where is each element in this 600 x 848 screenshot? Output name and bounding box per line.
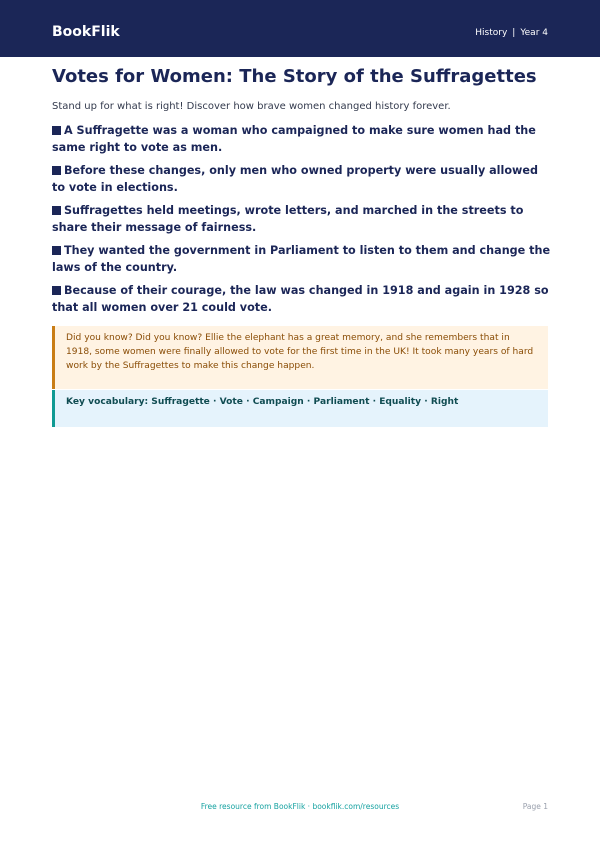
footer-link[interactable]: Free resource from BookFlik · bookflik.com/resources bbox=[200, 802, 400, 811]
page-title: Votes for Women: The Story of the Suffragettes bbox=[52, 66, 537, 87]
square-bullet-icon bbox=[52, 166, 61, 175]
brand-logo[interactable]: BookFlik bbox=[52, 24, 120, 40]
did-you-know-text: Did you know? Did you know? Ellie the elephant has a great memory, and she remembers that in 1918, some women were finally allowed to vote for the first time in the UK! It took many years of hard work by the Suffragettes to make this change happen. bbox=[66, 333, 534, 371]
intro-text: Stand up for what is right! Discover how brave women changed history forever. bbox=[52, 101, 451, 112]
breadcrumb-year[interactable]: Year 4 bbox=[520, 28, 548, 38]
fact-text: Suffragettes held meetings, wrote letters, and marched in the streets to share their message of fairness. bbox=[52, 204, 524, 234]
vocabulary-text: Key vocabulary: Suffragette · Vote · Campaign · Parliament · Equality · Right bbox=[66, 397, 459, 407]
fact-text: Because of their courage, the law was changed in 1918 and again in 1928 so that all women over 21 could vote. bbox=[52, 284, 549, 314]
fact-item bbox=[52, 202, 552, 236]
square-bullet-icon bbox=[52, 126, 61, 135]
fact-item bbox=[52, 282, 552, 316]
fact-item bbox=[52, 242, 552, 276]
fact-text: Before these changes, only men who owned property were usually allowed to vote in elections. bbox=[52, 164, 538, 194]
page-header bbox=[0, 0, 600, 57]
fact-item bbox=[52, 162, 552, 196]
square-bullet-icon bbox=[52, 206, 61, 215]
breadcrumb-separator: | bbox=[512, 28, 516, 38]
fact-text: A Suffragette was a woman who campaigned to make sure women had the same right to vote as men. bbox=[52, 124, 536, 154]
square-bullet-icon bbox=[52, 246, 61, 255]
fact-item bbox=[52, 122, 552, 156]
fact-list bbox=[52, 122, 552, 322]
breadcrumb-subject[interactable]: History bbox=[475, 28, 508, 38]
vocabulary-box bbox=[52, 390, 548, 427]
square-bullet-icon bbox=[52, 286, 61, 295]
page-number: Page 1 bbox=[522, 802, 548, 811]
breadcrumb bbox=[475, 27, 548, 39]
did-you-know-box bbox=[52, 326, 548, 389]
fact-text: They wanted the government in Parliament to listen to them and change the laws of the country. bbox=[52, 244, 551, 274]
